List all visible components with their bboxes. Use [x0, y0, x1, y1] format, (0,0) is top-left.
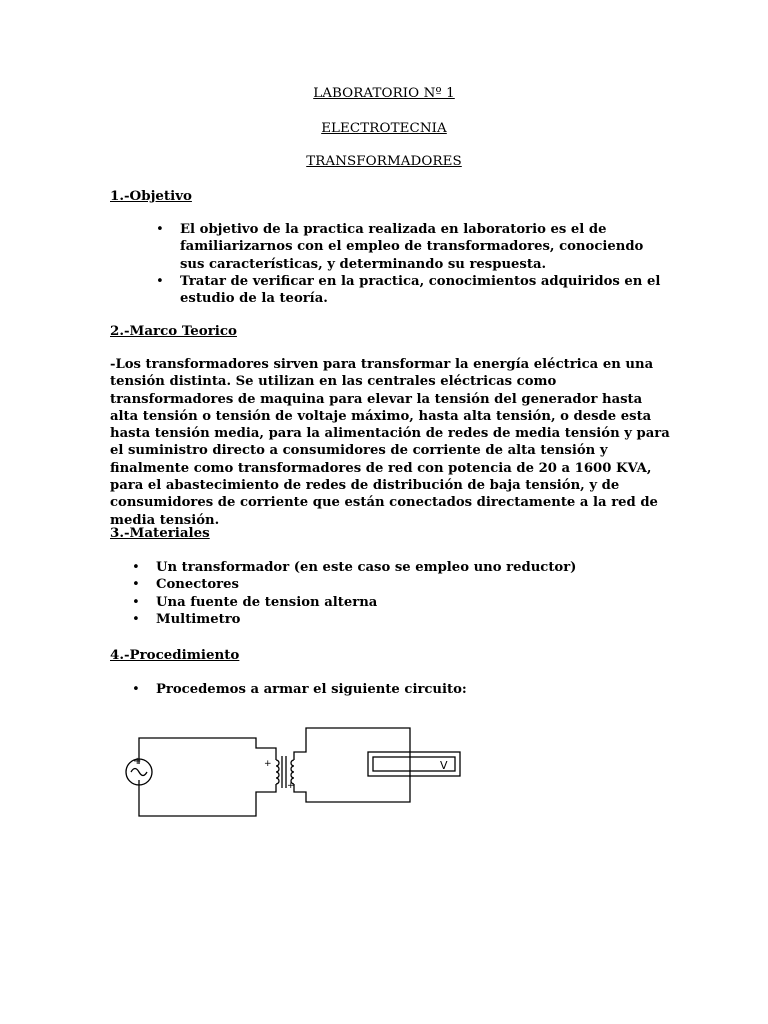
primary-plus-label: + [264, 759, 272, 769]
section-heading-procedimiento: 4.-Procedimiento [110, 647, 240, 663]
section-heading-materiales: 3.-Materiales [110, 525, 210, 541]
list-item: • Tratar de verificar en la practica, conocimientos adquiridos en el estudio de la teoría. [110, 273, 670, 308]
voltmeter-label: V [440, 759, 448, 772]
list-item: • Procedemos a armar el siguiente circuito: [110, 681, 670, 698]
objetivo-list [110, 221, 670, 307]
materiales-list [110, 559, 670, 628]
document-subtitle: ELECTROTECNIA [321, 121, 447, 136]
source-plus-label: + [133, 756, 142, 767]
document-title: LABORATORIO Nº 1 [313, 86, 455, 101]
section-heading-marco-teorico: 2.-Marco Teorico [110, 323, 237, 339]
procedimiento-list [110, 681, 670, 698]
marco-teorico-paragraph: -Los transformadores sirven para transformar la energía eléctrica en una tensión distinta. Se utilizan en las centrales eléctricas como transformadores de maquina para elevar la tensión del generador hasta alta tensión o tensión de voltaje máximo, hasta alta tensión, o desde esta hasta tensión media, para la alimentación de redes de media tensión y para el suministro directo a consumidores de corriente de alta tensión y finalmente como transformadores de red con potencia de 20 a 1600 KVA, para el abastecimiento de redes de distribución de baja tensión, y de consumidores de corriente que están conectados directamente a la red de media tensión. [110, 357, 670, 528]
list-item: • Multimetro [110, 611, 670, 628]
circuit-diagram [118, 722, 468, 822]
list-item: • Conectores [110, 576, 670, 593]
document-topic: TRANSFORMADORES [306, 154, 462, 169]
list-item: • Un transformador (en este caso se empleo uno reductor) [110, 559, 670, 576]
section-heading-objetivo: 1.-Objetivo [110, 188, 192, 204]
secondary-plus-label: + [287, 781, 295, 791]
list-item: • El objetivo de la practica realizada en laboratorio es el de familiarizarnos con el empleo de transformadores, conociendo sus características, y determinando su respuesta. [110, 221, 670, 273]
list-item: • Una fuente de tension alterna [110, 594, 670, 611]
